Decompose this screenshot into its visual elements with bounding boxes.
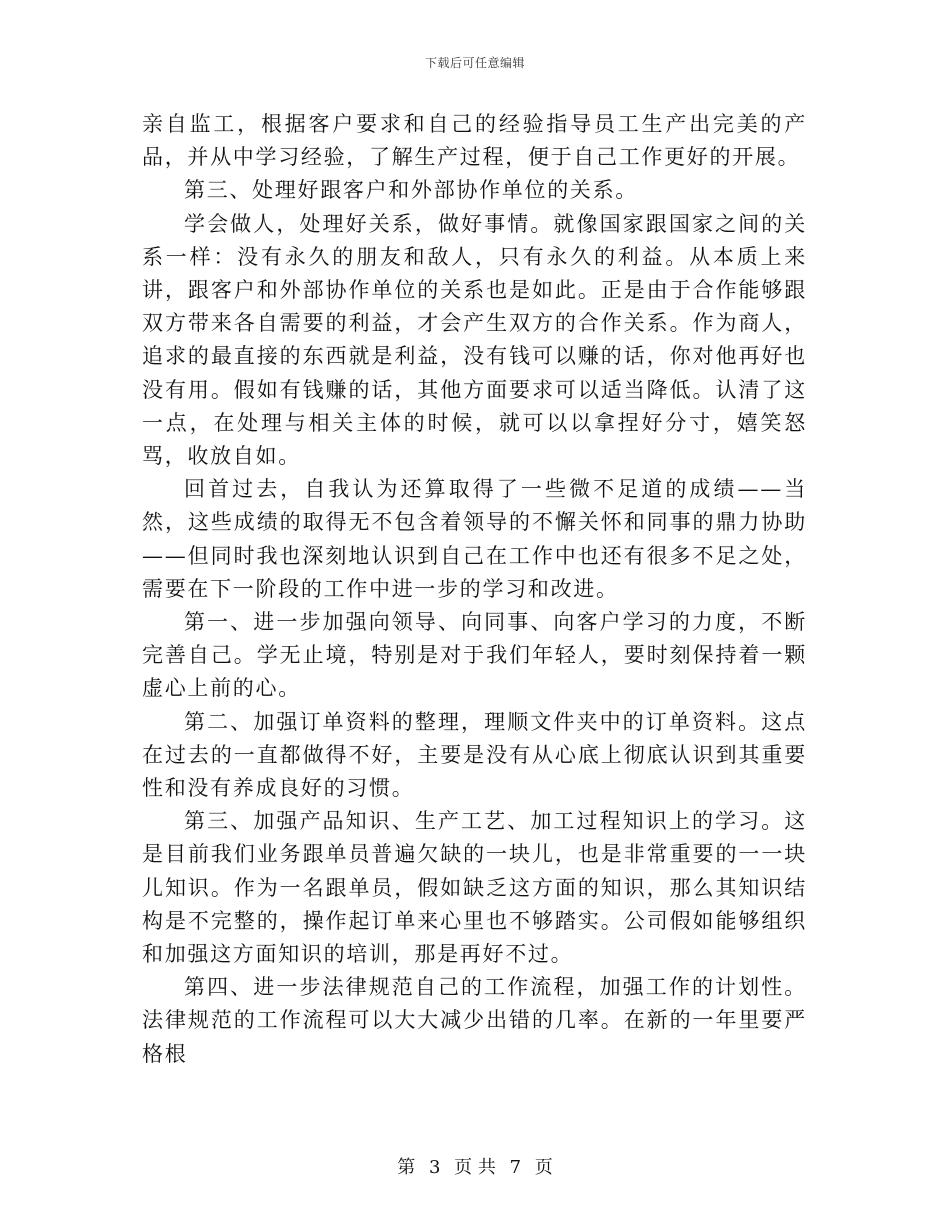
paragraph: 第四、进一步法律规范自己的工作流程，加强工作的计划性。法律规范的工作流程可以大大减少出错的几率。在新的一年里要严格根 [142, 975, 807, 1066]
document-body [142, 108, 807, 1071]
footer-suffix: 页 [534, 1157, 553, 1178]
paragraph: 学会做人，处理好关系，做好事情。就像国家跟国家之间的关系一样：没有永久的朋友和敌人，只有永久的利益。从本质上来讲，跟客户和外部协作单位的关系也是如此。正是由于合作能够跟双方带来各自需要的利益，才会产生双方的合作关系。作为商人，追求的最直接的东西就是利益，没有钱可以赚的话，你对他再好也没有用。假如有钱赚的话，其他方面要求可以适当降低。认清了这一点，在处理与相关主体的时候，就可以以拿捏好分寸，嬉笑怒骂，收放自如。 [142, 211, 807, 469]
paragraph: 第一、进一步加强向领导、向同事、向客户学习的力度，不断完善自己。学无止境，特别是对于我们年轻人，要时刻保持着一颗虚心上前的心。 [142, 610, 807, 701]
page-header: 下载后可任意编辑 [424, 56, 525, 70]
page-footer [0, 1153, 950, 1179]
paragraph: 第三、加强产品知识、生产工艺、加工过程知识上的学习。这是目前我们业务跟单员普遍欠缺的一块儿，也是非常重要的一一块儿知识。作为一名跟单员，假如缺乏这方面的知识，那么其知识结构是不完整的，操作起订单来心里也不够踏实。公司假如能够组织和加强这方面知识的培训，那是再好不过。 [142, 809, 807, 967]
paragraph-continuation: 亲自监工，根据客户要求和自己的经验指导员工生产出完美的产品，并从中学习经验，了解生产过程，便于自己工作更好的开展。 [142, 112, 807, 170]
paragraph: 第三、处理好跟客户和外部协作单位的关系。 [184, 178, 638, 203]
paragraph: 第二、加强订单资料的整理，理顺文件夹中的订单资料。这点在过去的一直都做得不好，主要是没有从心底上彻底认识到其重要性和没有养成良好的习惯。 [142, 709, 807, 801]
footer-middle: 页 共 [454, 1157, 496, 1178]
total-page-count: 7 [509, 1157, 522, 1178]
paragraph: 回首过去，自我认为还算取得了一些微不足道的成绩——当然，这些成绩的取得无不包含着领导的不懈关怀和同事的鼎力协助——但同时我也深刻地认识到自己在工作中也还有很多不足之处，需要在下一阶段的工作中进一步的学习和改进。 [142, 477, 807, 601]
footer-prefix: 第 [397, 1157, 416, 1178]
current-page-number: 3 [428, 1157, 441, 1178]
